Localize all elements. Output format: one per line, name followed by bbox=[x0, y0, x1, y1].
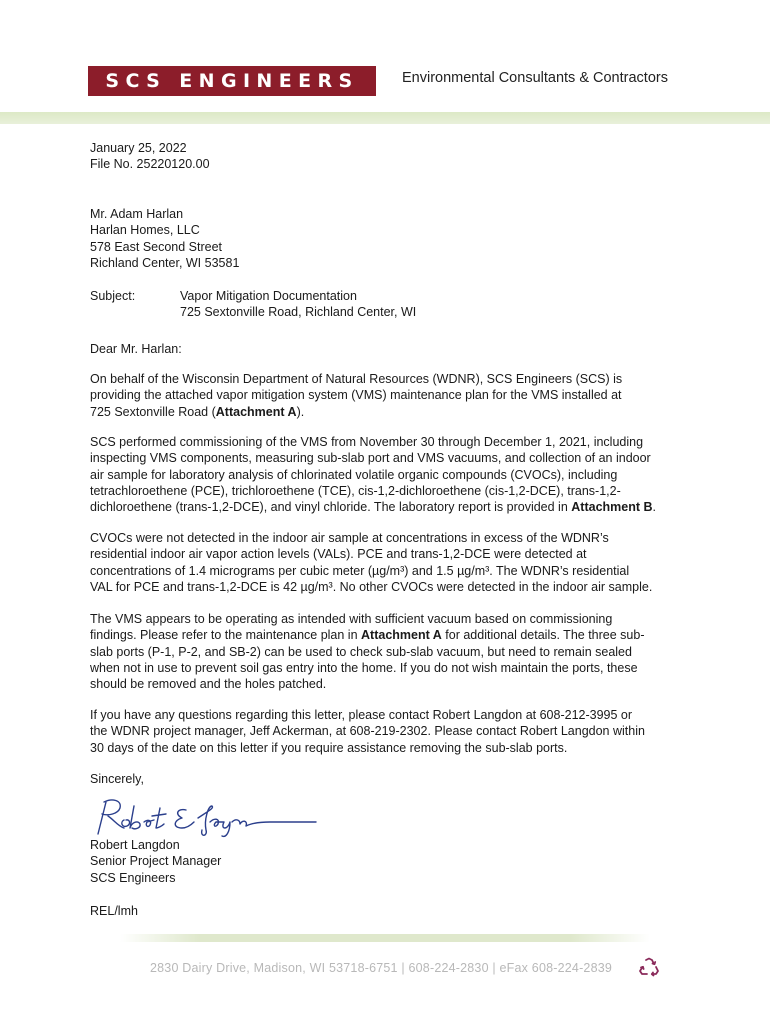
subject-text bbox=[180, 288, 416, 321]
paragraph-line: slab ports (P-1, P-2, and SB-2) can be used to check sub-slab vacuum, but need to remain sealed bbox=[90, 644, 632, 659]
date-block bbox=[90, 140, 690, 173]
footer-contact: 2830 Dairy Drive, Madison, WI 53718-6751 | 608-224-2830 | eFax 608-224-2839 bbox=[150, 961, 613, 975]
text-span: . bbox=[652, 500, 657, 515]
paragraph-line: CVOCs were not detected in the indoor air sample at concentrations in excess of the WDNR’s bbox=[90, 531, 609, 545]
initials-text: REL/lmh bbox=[90, 904, 138, 918]
paragraph-line bbox=[90, 627, 690, 643]
paragraph-line: air sample for laboratory analysis of chlorinated volatile organic compounds (CVOCs), including bbox=[90, 467, 618, 482]
closing bbox=[90, 771, 690, 787]
subject-line: Vapor Mitigation Documentation bbox=[180, 289, 357, 303]
paragraph-line: 30 days of the date on this letter if you require assistance removing the sub-slab ports. bbox=[90, 740, 568, 755]
file-number: File No. 25220120.00 bbox=[90, 157, 210, 172]
text-span: findings. Please refer to the maintenance plan in bbox=[90, 628, 362, 643]
paragraph-line bbox=[90, 404, 690, 420]
signer-block bbox=[90, 837, 690, 886]
recipient-address bbox=[90, 206, 690, 271]
footer-accent-band bbox=[120, 934, 650, 942]
paragraph-1 bbox=[90, 371, 690, 420]
text-span: dichloroethene (trans-1,2-DCE), and vinyl chloride. The laboratory report is provided in bbox=[90, 500, 572, 515]
paragraph-line: If you have any questions regarding this letter, please contact Robert Langdon at 608-212-3995 or bbox=[90, 708, 633, 722]
paragraph-line: The VMS appears to be operating as intended with sufficient vacuum based on commissioning bbox=[90, 612, 613, 626]
recipient-street: 578 East Second Street bbox=[90, 239, 223, 254]
attachment-b-ref: Attachment B bbox=[571, 500, 653, 515]
paragraph-line: VAL for PCE and trans-1,2-DCE is 42 µg/m³. No other CVOCs were detected in the indoor air sample. bbox=[90, 579, 653, 594]
text-span: ). bbox=[296, 404, 305, 419]
text-span: for additional details. The three sub- bbox=[441, 628, 645, 643]
subject-label: Subject: bbox=[90, 289, 136, 303]
paragraph-line: tetrachloroethene (PCE), trichloroethene (TCE), cis-1,2-dichloroethene (cis-1,2-DCE), trans-1,2- bbox=[90, 483, 621, 498]
salutation bbox=[90, 341, 690, 357]
reference-initials bbox=[90, 903, 690, 919]
attachment-a-ref: Attachment A bbox=[361, 628, 442, 643]
paragraph-4 bbox=[90, 611, 690, 692]
company-logo bbox=[88, 66, 376, 96]
closing-text: Sincerely, bbox=[90, 772, 144, 786]
paragraph-line bbox=[90, 499, 690, 515]
header-accent-band bbox=[0, 112, 770, 124]
signer-name: Robert Langdon bbox=[90, 838, 180, 852]
paragraph-5 bbox=[90, 707, 690, 756]
subject-address: 725 Sextonville Road, Richland Center, WI bbox=[180, 305, 417, 320]
signer-title: Senior Project Manager bbox=[90, 854, 222, 869]
signature-image bbox=[90, 792, 330, 840]
letter-date: January 25, 2022 bbox=[90, 141, 187, 155]
recycle-icon bbox=[638, 957, 660, 977]
paragraph-line: inspecting VMS components, measuring sub-slab port and VMS vacuums, and collection of an indoor bbox=[90, 451, 651, 466]
paragraph-line: concentrations of 1.4 micrograms per cubic meter (µg/m³) and 1.5 µg/m³. The WDNR’s residential bbox=[90, 563, 630, 578]
logo-text: SCS ENGINEERS bbox=[105, 70, 359, 92]
paragraph-line: SCS performed commissioning of the VMS from November 30 through December 1, 2021, including bbox=[90, 435, 644, 449]
paragraph-line: On behalf of the Wisconsin Department of Natural Resources (WDNR), SCS Engineers (SCS) is bbox=[90, 372, 623, 386]
salutation-text: Dear Mr. Harlan: bbox=[90, 342, 182, 356]
signer-company: SCS Engineers bbox=[90, 870, 176, 885]
paragraph-line: providing the attached vapor mitigation system (VMS) maintenance plan for the VMS installed at bbox=[90, 388, 622, 403]
recipient-name: Mr. Adam Harlan bbox=[90, 207, 184, 221]
paragraph-2 bbox=[90, 434, 690, 515]
paragraph-line: residential indoor air vapor action levels (VALs). PCE and trans-1,2-DCE were detected at bbox=[90, 547, 587, 562]
recipient-city: Richland Center, WI 53581 bbox=[90, 255, 240, 270]
company-tagline: Environmental Consultants & Contractors bbox=[402, 70, 668, 86]
attachment-a-ref: Attachment A bbox=[215, 404, 297, 419]
paragraph-line: should be removed and the holes patched. bbox=[90, 677, 327, 692]
paragraph-line: when not in use to prevent soil gas entry into the home. If you do not wish maintain the ports, these bbox=[90, 660, 638, 675]
paragraph-line: the WDNR project manager, Jeff Ackerman, at 608-219-2302. Please contact Robert Langdon within bbox=[90, 724, 645, 739]
recipient-company: Harlan Homes, LLC bbox=[90, 223, 200, 238]
text-span: 725 Sextonville Road ( bbox=[90, 404, 216, 419]
paragraph-3 bbox=[90, 530, 690, 595]
